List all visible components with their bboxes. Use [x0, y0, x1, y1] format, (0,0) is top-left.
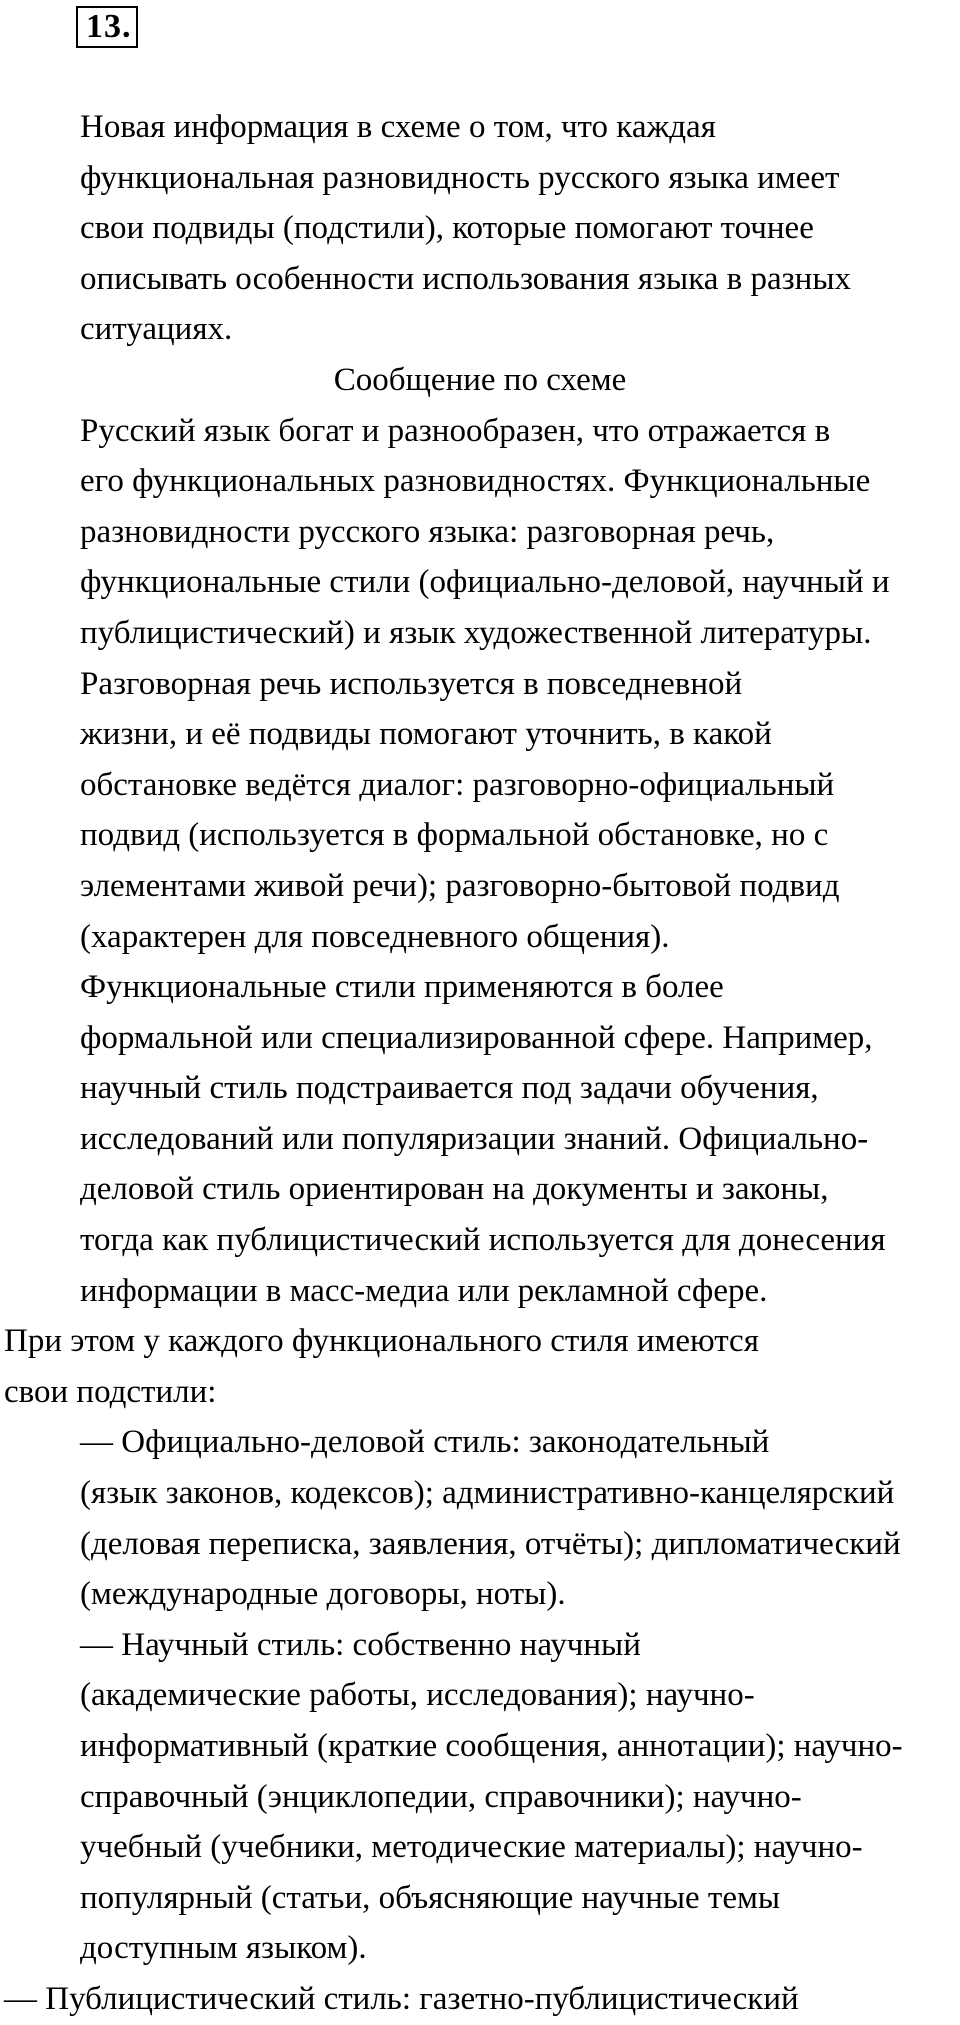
text-line: элементами живой речи); разговорно-бытовой подвид [80, 867, 840, 904]
text-line: свои подвиды (подстили), которые помогают точнее [80, 210, 814, 247]
text-line: тогда как публицистический используется для донесения [80, 1222, 886, 1259]
intro-paragraph [4, 102, 956, 355]
text-line: — Публицистический стиль: газетно-публицистический [4, 1980, 799, 2017]
text-line: формальной или специализированной сфере. Например, [80, 1019, 873, 1056]
text-line: — Научный стиль: собственно научный [80, 1626, 641, 1663]
text-line: популярный (статьи, объясняющие научные темы [80, 1879, 781, 1916]
text-line: описывать особенности использования языка в разных [80, 260, 851, 297]
text-line: (академические работы, исследования); научно- [80, 1677, 755, 1714]
paragraph-3 [4, 962, 956, 1316]
text-line: свои подстили: [4, 1373, 217, 1410]
text-line: функциональные стили (официально-деловой, научный и [80, 564, 890, 601]
text-line: (язык законов, кодексов); административно-канцелярский [80, 1475, 895, 1512]
document-body [4, 102, 956, 2025]
text-line: Разговорная речь используется в повседневной [80, 665, 743, 702]
list-item-official-style [4, 1417, 956, 1619]
section-heading: Сообщение по схеме [333, 361, 627, 398]
text-line: информативный (краткие сообщения, аннотации); научно- [80, 1728, 903, 1764]
text-line: информации в масс-медиа или рекламной сфере. [80, 1272, 768, 1309]
text-line: (международные договоры, ноты). [80, 1576, 566, 1613]
text-line: жизни, и её подвиды помогают уточнить, в какой [80, 716, 772, 753]
text-line: исследований или популяризации знаний. Официально- [80, 1120, 869, 1157]
text-line: учебный (учебники, методические материалы); научно- [80, 1829, 863, 1866]
text-line: справочный (энциклопедии, справочники); научно- [80, 1778, 802, 1815]
text-line: При этом у каждого функционального стиля имеются [4, 1323, 759, 1360]
text-line: его функциональных разновидностях. Функциональные [80, 463, 871, 500]
text-line: (деловая переписка, заявления, отчёты); дипломатический [80, 1525, 901, 1562]
text-line: ситуациях. [80, 311, 233, 348]
paragraph-4 [4, 1316, 956, 1417]
text-line: научный стиль подстраивается под задачи обучения, [80, 1070, 819, 1107]
text-line: Новая информация в схеме о том, что каждая [80, 109, 716, 145]
text-line: — Официально-деловой стиль: законодательный [80, 1424, 770, 1461]
list-item-publicistic-style [4, 1974, 956, 2025]
text-line: Русский язык богат и разнообразен, что отражается в [80, 412, 831, 449]
text-line: деловой стиль ориентирован на документы и законы, [80, 1171, 829, 1208]
text-line: (характерен для повседневного общения). [80, 918, 670, 955]
text-line: подвид (используется в формальной обстановке, но с [80, 817, 829, 854]
text-line: публицистический) и язык художественной литературы. [80, 614, 872, 651]
text-line: Функциональные стили применяются в более [80, 969, 724, 1006]
paragraph-1 [4, 406, 956, 659]
task-number-box: 13. [76, 6, 138, 48]
text-line: обстановке ведётся диалог: разговорно-официальный [80, 766, 835, 803]
paragraph-2 [4, 659, 956, 963]
text-line: функциональная разновидность русского языка имеет [80, 159, 840, 196]
text-line: доступным языком). [80, 1930, 367, 1967]
text-line: разновидности русского языка: разговорная речь, [80, 513, 775, 550]
list-item-scientific-style [4, 1620, 956, 1974]
